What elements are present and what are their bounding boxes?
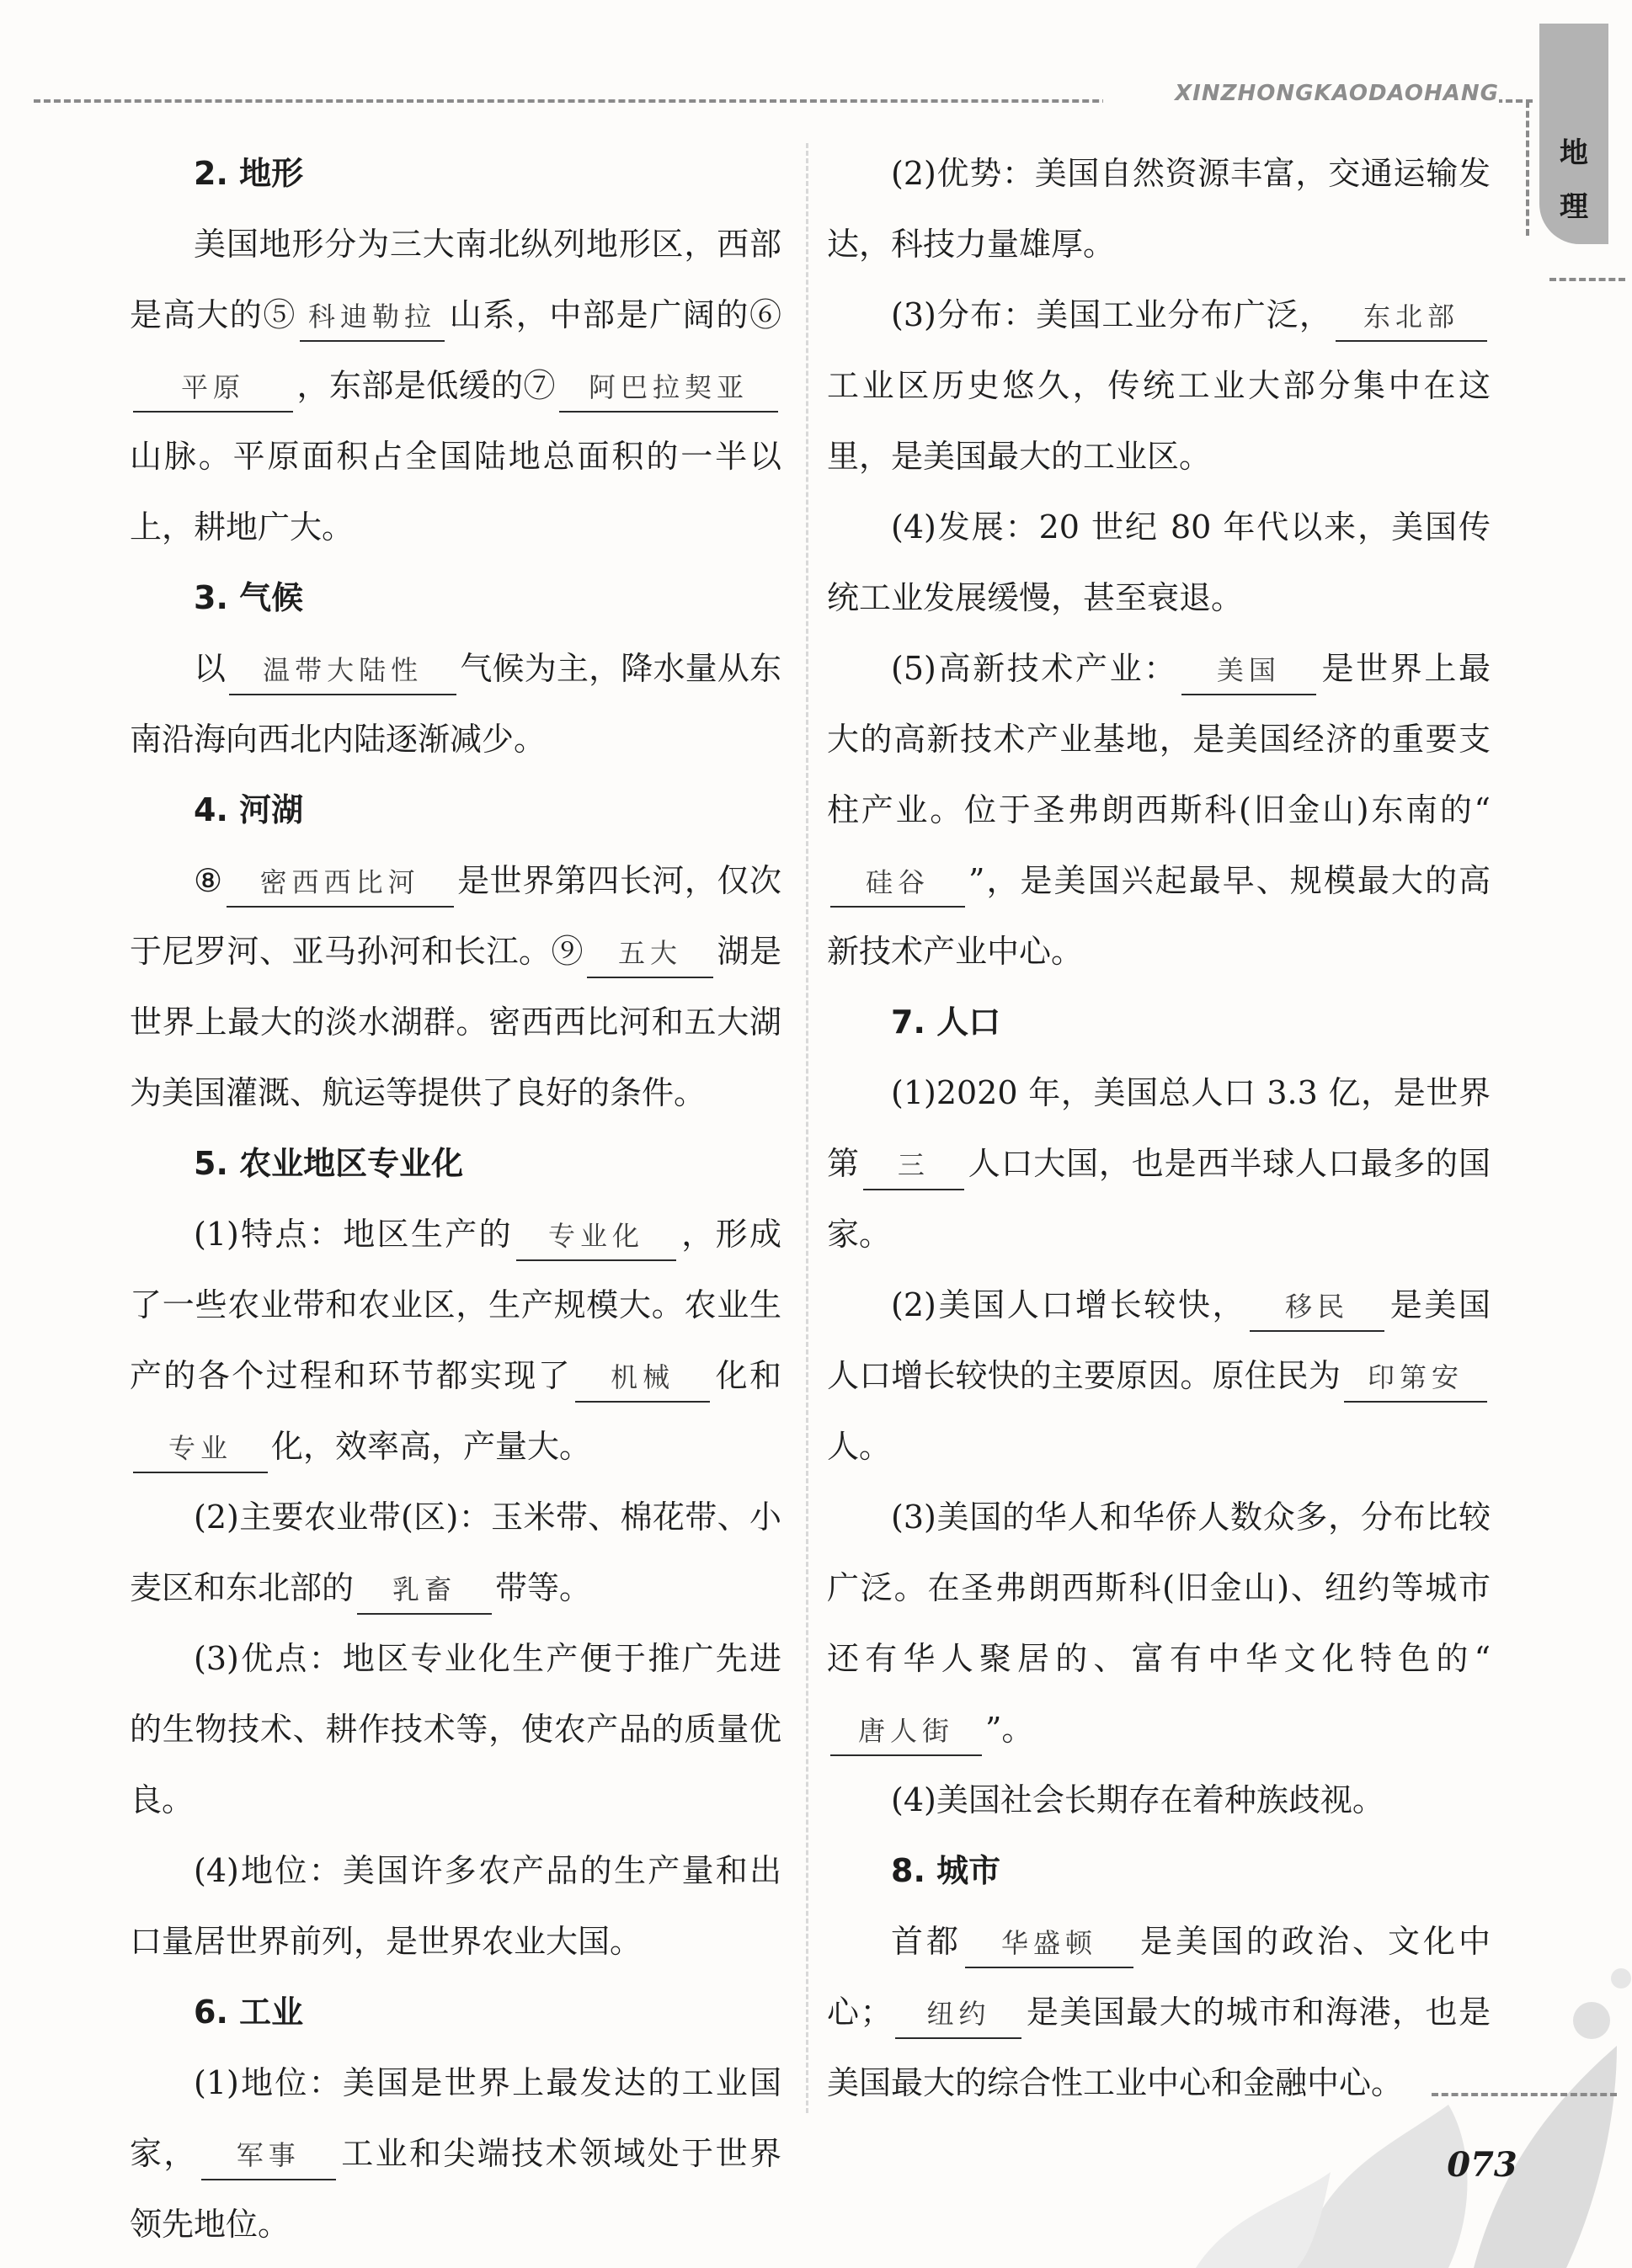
industry-paragraph-4: (4)发展：20 世纪 80 年代以来，美国传统工业发展缓慢，甚至衰退。 <box>827 508 1491 616</box>
answer-blank: 科迪勒拉 <box>300 293 445 342</box>
answer-blank: 专业 <box>133 1424 268 1473</box>
right-column <box>827 138 1491 2118</box>
population-paragraph-4: (4)美国社会长期存在着种族歧视。 <box>891 1781 1384 1818</box>
answer-blank: 平原 <box>133 364 293 413</box>
agriculture-paragraph-1: (1)特点：地区生产的 专业化 ，形成了一些农业带和农业区，生产规模大。农业生产的各个过程和环节都实现了 机械 化和专业 化，效率高，产量大。 <box>130 1199 781 1482</box>
answer-blank: 三 <box>863 1142 964 1190</box>
left-column <box>130 138 781 2260</box>
answer-blank: 乳畜 <box>357 1566 492 1615</box>
answer-blank: 唐人街 <box>830 1707 982 1756</box>
decorative-drops <box>1196 1894 1632 2268</box>
section-title-terrain: 2. 地形 <box>194 155 304 192</box>
cities-paragraph: 首都 华盛顿 是美国的政治、文化中心； 纽约 是美国最大的城市和海港，也是美国最大的综合性工业中心和金融中心。 <box>827 1906 1491 2118</box>
industry-paragraph-3: (3)分布：美国工业分布广泛， 东北部工业区历史悠久，传统工业大部分集中在这里，是美国最大的工业区。 <box>827 280 1491 492</box>
section-title-climate: 3. 气候 <box>194 579 304 616</box>
agriculture-paragraph-2: (2)主要农业带(区)：玉米带、棉花带、小麦区和东北部的 乳畜 带等。 <box>130 1482 781 1623</box>
answer-blank: 移民 <box>1250 1283 1384 1332</box>
tab-dash-horizontal <box>1549 278 1625 281</box>
answer-blank: 温带大陆性 <box>229 647 456 695</box>
rivers-lakes-paragraph: ⑧ 密西西比河 是世界第四长河，仅次于尼罗河、亚马孙河和长江。⑨ 五大 湖是世界上最大的淡水湖群。密西西比河和五大湖为美国灌溉、航运等提供了良好的条件。 <box>130 845 781 1128</box>
answer-blank: 东北部 <box>1336 293 1487 342</box>
agriculture-paragraph-4: (4)地位：美国许多农产品的生产量和出口量居世界前列，是世界农业大国。 <box>130 1852 781 1960</box>
page-number: 073 <box>1447 2145 1517 2185</box>
answer-blank: 专业化 <box>516 1212 676 1261</box>
column-divider <box>806 143 808 2113</box>
answer-blank: 五大 <box>587 929 713 978</box>
answer-blank: 军事 <box>201 2132 336 2180</box>
answer-blank: 阿巴拉契亚 <box>559 364 778 413</box>
industry-paragraph-2: (2)优势：美国自然资源丰富，交通运输发达，科技力量雄厚。 <box>827 155 1491 263</box>
population-paragraph-3: (3)美国的华人和华侨人数众多，分布比较广泛。在圣弗朗西斯科(旧金山)、纽约等城市还有华人聚居的、富有中华文化特色的“唐人街 ”。 <box>827 1482 1491 1765</box>
subject-tab-label: 地理 <box>1560 136 1588 224</box>
section-title-population: 7. 人口 <box>891 1004 1001 1041</box>
answer-blank: 机械 <box>575 1354 710 1403</box>
population-paragraph-1: (1)2020 年，美国总人口 3.3 亿，是世界第 三 人口大国，也是西半球人口最多的国家。 <box>827 1074 1491 1253</box>
footer-rule <box>1432 2093 1617 2096</box>
terrain-paragraph: 美国地形分为三大南北纵列地形区，西部是高大的⑤ 科迪勒拉 山系，中部是广阔的⑥平原 ，东部是低缓的⑦ 阿巴拉契亚山脉。平原面积占全国陆地总面积的一半以上，耕地广大。 <box>130 226 781 546</box>
industry-paragraph-1: (1)地位：美国是世界上最发达的工业国家， 军事 工业和尖端技术领域处于世界领先地位。 <box>130 2064 781 2243</box>
population-paragraph-2: (2)美国人口增长较快， 移民 是美国人口增长较快的主要原因。原住民为 印第安人。 <box>827 1270 1491 1482</box>
header-code: XINZHONGKAODAOHANG <box>1103 81 1499 106</box>
section-title-agriculture: 5. 农业地区专业化 <box>194 1145 464 1182</box>
answer-blank: 纽约 <box>895 1990 1021 2039</box>
climate-paragraph: 以 温带大陆性 气候为主，降水量从东南沿海向西北内陆逐渐减少。 <box>130 633 781 775</box>
answer-blank: 密西西比河 <box>227 859 454 908</box>
section-title-cities: 8. 城市 <box>891 1852 1001 1889</box>
answer-blank: 印第安 <box>1344 1354 1487 1403</box>
answer-blank: 美国 <box>1181 647 1316 695</box>
tab-dash-vertical <box>1526 101 1529 236</box>
answer-blank: 硅谷 <box>830 859 965 908</box>
industry-paragraph-5: (5)高新技术产业： 美国 是世界上最大的高新技术产业基地，是美国经济的重要支柱产业。位于圣弗朗西斯科(旧金山)东南的“硅谷 ”，是美国兴起最早、规模最大的高新技术产业中心。 <box>827 633 1491 987</box>
section-title-rivers-lakes: 4. 河湖 <box>194 791 304 828</box>
answer-blank: 华盛顿 <box>965 1919 1133 1968</box>
agriculture-paragraph-3: (3)优点：地区专业化生产便于推广先进的生物技术、耕作技术等，使农产品的质量优良。 <box>130 1640 781 1818</box>
section-title-industry: 6. 工业 <box>194 1994 304 2031</box>
